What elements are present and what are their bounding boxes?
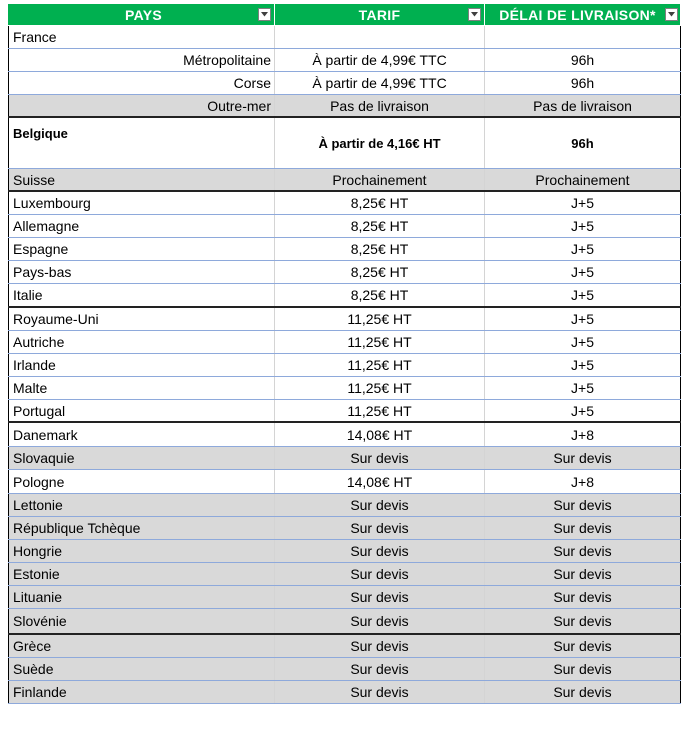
cell-delai[interactable]: J+5 <box>485 192 681 214</box>
cell-delai[interactable]: Sur devis <box>485 609 681 633</box>
cell-tarif[interactable]: Sur devis <box>275 447 485 469</box>
cell-tarif[interactable]: 11,25€ HT <box>275 354 485 376</box>
table-row <box>8 400 681 423</box>
table-row <box>8 609 681 635</box>
cell-pays[interactable]: Portugal <box>8 400 275 421</box>
cell-delai[interactable]: J+5 <box>485 377 681 399</box>
table-row <box>8 354 681 377</box>
cell-pays[interactable]: Autriche <box>8 331 275 353</box>
cell-pays[interactable]: France <box>8 26 275 48</box>
cell-delai[interactable]: J+5 <box>485 400 681 421</box>
table-row <box>8 494 681 517</box>
cell-delai[interactable]: Sur devis <box>485 447 681 469</box>
table-row-france-sub <box>8 72 681 95</box>
cell-tarif[interactable]: 8,25€ HT <box>275 238 485 260</box>
cell-tarif[interactable]: 8,25€ HT <box>275 215 485 237</box>
cell-delai[interactable]: Sur devis <box>485 635 681 657</box>
cell-pays[interactable]: Pologne <box>8 470 275 493</box>
column-header-pays[interactable] <box>8 4 275 25</box>
column-header-tarif[interactable] <box>275 4 485 25</box>
table-row <box>8 377 681 400</box>
cell-delai[interactable]: 96h <box>485 49 681 71</box>
table-row <box>8 238 681 261</box>
cell-pays[interactable]: Slovénie <box>8 609 275 633</box>
cell-tarif[interactable]: 14,08€ HT <box>275 470 485 493</box>
cell-pays[interactable]: Malte <box>8 377 275 399</box>
cell-pays[interactable]: Espagne <box>8 238 275 260</box>
column-header-label: DÉLAI DE LIVRAISON* <box>499 6 656 23</box>
filter-dropdown-icon[interactable] <box>258 8 271 21</box>
cell-pays[interactable]: Grèce <box>8 635 275 657</box>
cell-delai[interactable]: J+5 <box>485 261 681 283</box>
spreadsheet-table <box>8 4 681 704</box>
cell-tarif[interactable]: À partir de 4,16€ HT <box>275 118 485 168</box>
cell-tarif[interactable]: 11,25€ HT <box>275 331 485 353</box>
table-row <box>8 192 681 215</box>
table-row <box>8 635 681 658</box>
cell-tarif[interactable]: Prochainement <box>275 169 485 190</box>
cell-delai[interactable]: J+5 <box>485 308 681 330</box>
cell-delai[interactable]: Sur devis <box>485 494 681 516</box>
table-row <box>8 423 681 447</box>
cell-tarif[interactable]: 11,25€ HT <box>275 308 485 330</box>
table-row-belgique <box>8 118 681 169</box>
cell-pays[interactable]: Suède <box>8 658 275 680</box>
table-row <box>8 540 681 563</box>
cell-region[interactable]: Outre-mer <box>8 95 275 116</box>
cell-delai[interactable]: 96h <box>485 72 681 94</box>
cell-region[interactable]: Corse <box>8 72 275 94</box>
cell-delai[interactable]: Sur devis <box>485 681 681 703</box>
cell-delai[interactable] <box>485 26 681 48</box>
table-row <box>8 681 681 704</box>
table-row-france-sub <box>8 95 681 118</box>
cell-delai[interactable]: Sur devis <box>485 658 681 680</box>
cell-delai[interactable]: J+5 <box>485 284 681 306</box>
table-row-france <box>8 26 681 49</box>
cell-pays[interactable]: République Tchèque <box>8 517 275 539</box>
table-row <box>8 658 681 681</box>
cell-tarif[interactable]: À partir de 4,99€ TTC <box>275 72 485 94</box>
cell-tarif[interactable]: Sur devis <box>275 494 485 516</box>
table-row <box>8 261 681 284</box>
cell-pays[interactable]: Suisse <box>8 169 275 190</box>
filter-dropdown-icon[interactable] <box>468 8 481 21</box>
cell-tarif[interactable]: 11,25€ HT <box>275 400 485 421</box>
table-row <box>8 563 681 586</box>
cell-delai[interactable]: J+8 <box>485 470 681 493</box>
table-row <box>8 331 681 354</box>
cell-delai[interactable]: Sur devis <box>485 540 681 562</box>
table-row <box>8 447 681 470</box>
cell-tarif[interactable]: 8,25€ HT <box>275 261 485 283</box>
cell-delai[interactable]: J+5 <box>485 215 681 237</box>
column-header-delai[interactable] <box>485 4 681 25</box>
table-row <box>8 470 681 494</box>
cell-delai[interactable]: J+5 <box>485 354 681 376</box>
cell-pays[interactable]: Irlande <box>8 354 275 376</box>
cell-pays[interactable]: Hongrie <box>8 540 275 562</box>
column-header-label: PAYS <box>125 6 162 23</box>
cell-tarif[interactable]: Sur devis <box>275 658 485 680</box>
cell-tarif[interactable]: Sur devis <box>275 681 485 703</box>
filter-dropdown-icon[interactable] <box>665 8 678 21</box>
cell-delai[interactable]: Pas de livraison <box>485 95 681 116</box>
cell-pays[interactable]: Italie <box>8 284 275 306</box>
header-row <box>8 4 681 26</box>
cell-tarif[interactable]: Sur devis <box>275 609 485 633</box>
cell-delai[interactable]: J+5 <box>485 238 681 260</box>
table-row <box>8 308 681 331</box>
cell-tarif[interactable] <box>275 26 485 48</box>
cell-pays[interactable]: Allemagne <box>8 215 275 237</box>
cell-tarif[interactable]: 8,25€ HT <box>275 284 485 306</box>
table-row <box>8 517 681 540</box>
table-row <box>8 215 681 238</box>
cell-pays[interactable]: Finlande <box>8 681 275 703</box>
cell-pays[interactable]: Royaume-Uni <box>8 308 275 330</box>
cell-tarif[interactable]: À partir de 4,99€ TTC <box>275 49 485 71</box>
cell-pays[interactable]: Lituanie <box>8 586 275 608</box>
cell-tarif[interactable]: Sur devis <box>275 635 485 657</box>
cell-delai[interactable]: J+5 <box>485 331 681 353</box>
cell-delai[interactable]: Prochainement <box>485 169 681 190</box>
cell-pays[interactable]: Pays-bas <box>8 261 275 283</box>
cell-tarif[interactable]: 8,25€ HT <box>275 192 485 214</box>
table-row <box>8 586 681 609</box>
cell-tarif[interactable]: Sur devis <box>275 563 485 585</box>
cell-pays[interactable]: Lettonie <box>8 494 275 516</box>
cell-tarif[interactable]: Pas de livraison <box>275 95 485 116</box>
cell-delai[interactable]: J+8 <box>485 423 681 446</box>
cell-tarif[interactable]: Sur devis <box>275 517 485 539</box>
cell-region[interactable]: Métropolitaine <box>8 49 275 71</box>
cell-pays[interactable]: Luxembourg <box>8 192 275 214</box>
cell-delai[interactable]: 96h <box>485 118 681 168</box>
cell-pays[interactable]: Danemark <box>8 423 275 446</box>
cell-delai[interactable]: Sur devis <box>485 517 681 539</box>
cell-tarif[interactable]: Sur devis <box>275 586 485 608</box>
cell-delai[interactable]: Sur devis <box>485 586 681 608</box>
table-row-france-sub <box>8 49 681 72</box>
table-row <box>8 284 681 308</box>
cell-pays[interactable]: Estonie <box>8 563 275 585</box>
cell-pays[interactable]: Slovaquie <box>8 447 275 469</box>
column-header-label: TARIF <box>358 6 401 23</box>
cell-tarif[interactable]: 11,25€ HT <box>275 377 485 399</box>
cell-pays[interactable]: Belgique <box>8 118 275 168</box>
table-row <box>8 169 681 192</box>
cell-delai[interactable]: Sur devis <box>485 563 681 585</box>
cell-tarif[interactable]: Sur devis <box>275 540 485 562</box>
cell-tarif[interactable]: 14,08€ HT <box>275 423 485 446</box>
